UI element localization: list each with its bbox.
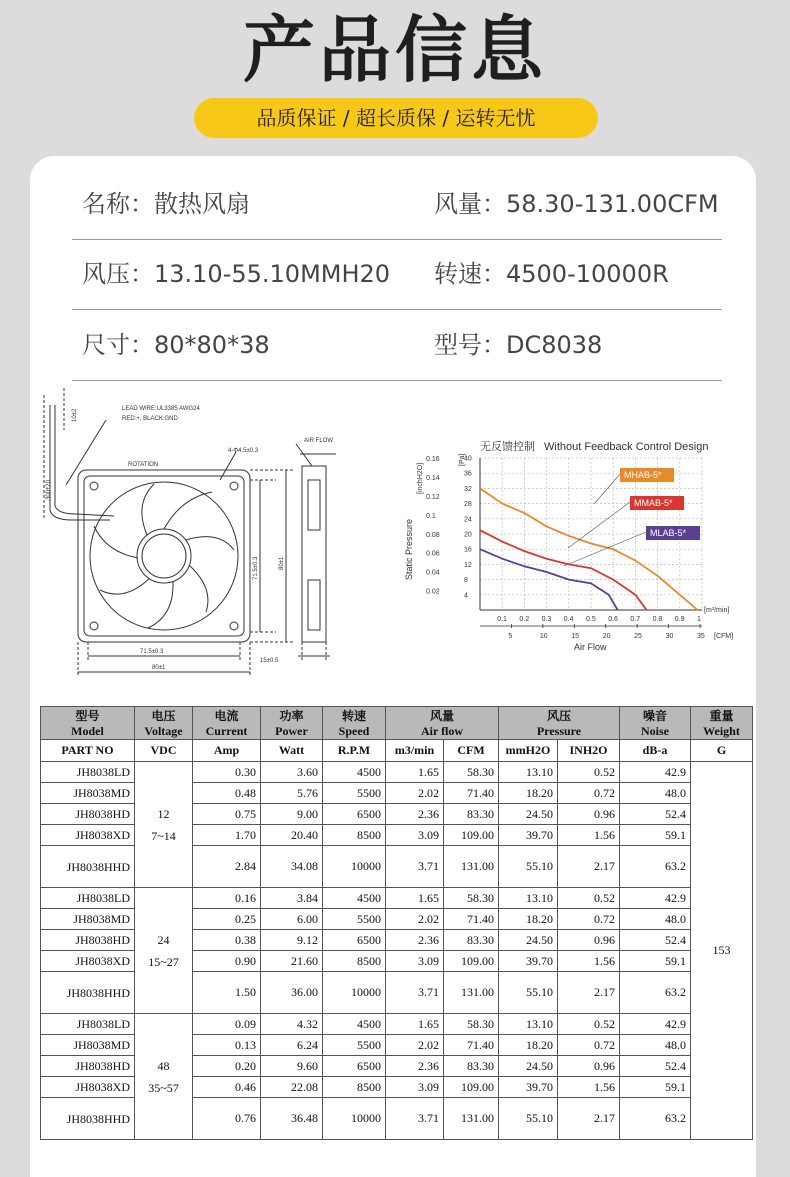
- chart-title-cn: 无反馈控制: [480, 441, 535, 453]
- y-tick-label-inch: 0.08: [426, 531, 440, 539]
- cell-m3: 2.02: [386, 909, 444, 930]
- cell-inh2o: 0.52: [558, 888, 620, 909]
- cell-watt: 9.00: [261, 804, 323, 825]
- y-tick-label-pa: 16: [464, 546, 472, 554]
- spec-row: [72, 311, 722, 381]
- cell-rpm: 6500: [323, 1056, 386, 1077]
- spec-speed: 转速：4500-10000R: [434, 260, 669, 288]
- cell-cfm: 109.00: [444, 825, 499, 846]
- cell-watt: 3.84: [261, 888, 323, 909]
- dim-outer-v-label: 80±1: [279, 556, 285, 570]
- cell-watt: 6.00: [261, 909, 323, 930]
- fan-hub-inner: [142, 534, 186, 578]
- spec-row: [72, 170, 722, 240]
- cell-part-no: JH8038MD: [41, 909, 135, 930]
- dim-inner-v-label: 71.5±0.3: [253, 556, 259, 580]
- cell-watt: 36.48: [261, 1098, 323, 1140]
- cell-watt: 3.60: [261, 762, 323, 783]
- x-tick-label: 0.5: [586, 616, 596, 623]
- cell-weight: 153: [691, 762, 753, 1140]
- cell-m3: 3.09: [386, 951, 444, 972]
- cell-mmh2o: 13.10: [499, 1014, 558, 1035]
- chart-y-unit-pa: [Pa]: [459, 453, 466, 466]
- cell-mmh2o: 18.20: [499, 1035, 558, 1056]
- cell-mmh2o: 39.70: [499, 825, 558, 846]
- cell-amp: 0.90: [193, 951, 261, 972]
- cell-watt: 20.40: [261, 825, 323, 846]
- legend-label: MMAB-5*: [634, 498, 673, 508]
- cfm-tick-label: 5: [508, 633, 513, 640]
- cell-part-no: JH8038HD: [41, 804, 135, 825]
- page-title: 产品信息: [242, 8, 547, 92]
- x-tick-label: 0.3: [541, 616, 552, 623]
- x-tick-label: 0.4: [563, 616, 574, 623]
- cell-mmh2o: 55.10: [499, 846, 558, 888]
- spec-table: [40, 706, 753, 1140]
- y-tick-label-inch: 0.1: [426, 512, 436, 520]
- fan-technical-drawing: [36, 380, 366, 680]
- cell-mmh2o: 55.10: [499, 1098, 558, 1140]
- cell-db: 48.0: [620, 909, 691, 930]
- cell-cfm: 131.00: [444, 846, 499, 888]
- cell-cfm: 71.40: [444, 783, 499, 804]
- dim-inner-h-label: 71.5±0.3: [140, 649, 164, 655]
- x-tick-label: 0.1: [497, 616, 507, 623]
- cell-m3: 3.71: [386, 846, 444, 888]
- cell-db: 42.9: [620, 762, 691, 783]
- cell-amp: 0.76: [193, 1098, 261, 1140]
- cell-mmh2o: 18.20: [499, 783, 558, 804]
- cell-part-no: JH8038HHD: [41, 972, 135, 1014]
- x-tick-label: 0.8: [652, 616, 663, 623]
- y-tick-label-pa: 24: [464, 516, 472, 524]
- cell-db: 63.2: [620, 846, 691, 888]
- table-row: [41, 1014, 753, 1035]
- cfm-tick-label: 35: [697, 633, 705, 640]
- cell-part-no: JH8038HHD: [41, 846, 135, 888]
- cell-voltage: 48 35~57: [135, 1014, 193, 1140]
- cell-m3: 3.71: [386, 1098, 444, 1140]
- y-tick-label-inch: 0.02: [426, 588, 440, 596]
- cell-inh2o: 0.72: [558, 909, 620, 930]
- air-flow-label: AIR FLOW: [304, 438, 334, 444]
- chart-y-unit-inch: [inchH2O]: [417, 462, 424, 494]
- y-tick-label-inch: 0.12: [426, 493, 440, 501]
- y-tick-label-pa: 28: [464, 501, 472, 509]
- cell-db: 63.2: [620, 972, 691, 1014]
- cell-part-no: JH8038HD: [41, 930, 135, 951]
- legend-label: MLAB-5*: [650, 528, 687, 538]
- cell-voltage: 12 7~14: [135, 762, 193, 888]
- legend-leader: [568, 502, 630, 548]
- cell-part-no: JH8038LD: [41, 1014, 135, 1035]
- cell-inh2o: 0.72: [558, 1035, 620, 1056]
- mount-hole: [230, 622, 238, 630]
- cell-voltage: 24 15~27: [135, 888, 193, 1014]
- cell-inh2o: 0.72: [558, 783, 620, 804]
- cell-cfm: 83.30: [444, 930, 499, 951]
- cfm-tick-label: 10: [539, 633, 548, 640]
- chart-title: Without Feedback Control Design: [544, 441, 709, 453]
- cell-amp: 0.13: [193, 1035, 261, 1056]
- cell-db: 63.2: [620, 1098, 691, 1140]
- cell-rpm: 10000: [323, 972, 386, 1014]
- cell-rpm: 4500: [323, 762, 386, 783]
- cell-watt: 22.08: [261, 1077, 323, 1098]
- cell-rpm: 6500: [323, 804, 386, 825]
- cell-amp: 0.38: [193, 930, 261, 951]
- cell-rpm: 4500: [323, 888, 386, 909]
- spec-size: 尺寸：80*80*38: [82, 331, 270, 359]
- cell-inh2o: 2.17: [558, 1098, 620, 1140]
- cell-amp: 1.50: [193, 972, 261, 1014]
- cell-mmh2o: 18.20: [499, 909, 558, 930]
- cell-m3: 1.65: [386, 1014, 444, 1035]
- cell-part-no: JH8038LD: [41, 762, 135, 783]
- header-voltage: 电压 Voltage: [135, 707, 193, 740]
- cell-cfm: 131.00: [444, 972, 499, 1014]
- cell-amp: 2.84: [193, 846, 261, 888]
- y-tick-label-pa: 12: [464, 561, 472, 569]
- cell-db: 59.1: [620, 1077, 691, 1098]
- cell-db: 48.0: [620, 1035, 691, 1056]
- y-tick-label-pa: 20: [464, 531, 472, 539]
- cell-rpm: 8500: [323, 951, 386, 972]
- header-airflow: 风量 Air flow: [386, 707, 499, 740]
- fan-ring: [90, 482, 238, 630]
- cell-mmh2o: 55.10: [499, 972, 558, 1014]
- table-row: [41, 888, 753, 909]
- cell-m3: 3.09: [386, 1077, 444, 1098]
- unit-row: PART NO VDC Amp Watt R.P.M m3/min CFM mmH2O INH2O dB-a G: [41, 740, 753, 762]
- y-tick-label-inch: 0.14: [426, 474, 440, 482]
- cell-amp: 0.48: [193, 783, 261, 804]
- cell-cfm: 131.00: [444, 1098, 499, 1140]
- chart-xlabel: Air Flow: [574, 642, 607, 652]
- cell-m3: 1.65: [386, 762, 444, 783]
- cell-mmh2o: 24.50: [499, 1056, 558, 1077]
- cell-cfm: 109.00: [444, 951, 499, 972]
- cell-mmh2o: 24.50: [499, 930, 558, 951]
- dim-depth-label: 15±0.5: [260, 658, 279, 664]
- cell-part-no: JH8038XD: [41, 825, 135, 846]
- cell-cfm: 71.40: [444, 909, 499, 930]
- x-tick-label: 0.9: [674, 616, 685, 623]
- y-tick-label-pa: 40: [464, 455, 472, 463]
- cell-m3: 2.36: [386, 1056, 444, 1077]
- legend-label: MHAB-5*: [624, 470, 662, 480]
- cell-watt: 6.24: [261, 1035, 323, 1056]
- x-tick-label: 0.6: [608, 616, 618, 623]
- cell-amp: 0.25: [193, 909, 261, 930]
- cell-part-no: JH8038LD: [41, 888, 135, 909]
- rotation-label: ROTATION: [128, 462, 159, 468]
- cell-db: 42.9: [620, 1014, 691, 1035]
- header-current: 电流 Current: [193, 707, 261, 740]
- fan-frame-inner: [84, 476, 244, 636]
- cfm-tick-label: 15: [571, 633, 580, 640]
- cell-m3: 3.09: [386, 825, 444, 846]
- slogan-banner: 品质保证 / 超长质保 / 运转无忧: [194, 98, 598, 138]
- cell-rpm: 5500: [323, 909, 386, 930]
- cell-cfm: 83.30: [444, 804, 499, 825]
- cell-m3: 2.36: [386, 930, 444, 951]
- cell-inh2o: 1.56: [558, 951, 620, 972]
- cell-watt: 36.00: [261, 972, 323, 1014]
- cell-db: 52.4: [620, 1056, 691, 1077]
- cell-amp: 0.09: [193, 1014, 261, 1035]
- fan-hub: [137, 529, 191, 583]
- fan-side-view: [302, 466, 326, 642]
- cell-inh2o: 0.96: [558, 804, 620, 825]
- spec-row: [72, 240, 722, 310]
- cell-cfm: 58.30: [444, 888, 499, 909]
- y-tick-label-inch: 0.06: [426, 550, 440, 558]
- x-tick-label: 1: [697, 616, 701, 623]
- header-model: 型号 Model: [41, 707, 135, 740]
- cell-amp: 0.46: [193, 1077, 261, 1098]
- cell-db: 59.1: [620, 825, 691, 846]
- cell-part-no: JH8038HHD: [41, 1098, 135, 1140]
- cell-part-no: JH8038MD: [41, 1035, 135, 1056]
- y-tick-label-pa: 4: [464, 592, 468, 600]
- x-tick-label: 0.7: [630, 616, 641, 623]
- cell-mmh2o: 13.10: [499, 762, 558, 783]
- header-weight: 重量 Weight: [691, 707, 753, 740]
- performance-chart: [398, 430, 758, 660]
- cell-watt: 5.76: [261, 783, 323, 804]
- mount-hole: [90, 622, 98, 630]
- cell-amp: 0.75: [193, 804, 261, 825]
- cell-watt: 9.60: [261, 1056, 323, 1077]
- cell-watt: 21.60: [261, 951, 323, 972]
- cell-rpm: 8500: [323, 825, 386, 846]
- table-row: [41, 762, 753, 783]
- cell-rpm: 8500: [323, 1077, 386, 1098]
- cell-inh2o: 2.17: [558, 846, 620, 888]
- cell-db: 52.4: [620, 804, 691, 825]
- cfm-tick-label: 25: [634, 633, 642, 640]
- cell-inh2o: 0.52: [558, 1014, 620, 1035]
- lead-wire-label: LEAD WIRE:UL3385 AWG24: [122, 406, 200, 412]
- cell-m3: 2.02: [386, 783, 444, 804]
- cell-mmh2o: 24.50: [499, 804, 558, 825]
- cell-m3: 3.71: [386, 972, 444, 1014]
- cell-inh2o: 2.17: [558, 972, 620, 1014]
- mount-hole: [230, 482, 238, 490]
- cell-mmh2o: 39.70: [499, 1077, 558, 1098]
- cell-cfm: 58.30: [444, 762, 499, 783]
- cfm-tick-label: 30: [665, 633, 674, 640]
- cell-watt: 34.08: [261, 846, 323, 888]
- header-pressure: 风压 Pressure: [499, 707, 620, 740]
- y-tick-label-inch: 0.16: [426, 456, 440, 464]
- cell-amp: 1.70: [193, 825, 261, 846]
- header-noise: 噪音 Noise: [620, 707, 691, 740]
- spec-model: 型号：DC8038: [434, 331, 603, 359]
- y-tick-label-pa: 8: [464, 577, 468, 585]
- mount-hole: [90, 482, 98, 490]
- header-power: 功率 Power: [261, 707, 323, 740]
- cell-cfm: 109.00: [444, 1077, 499, 1098]
- cell-m3: 2.02: [386, 1035, 444, 1056]
- chart-x-unit-cfm: [CFM]: [714, 633, 734, 640]
- chart-ylabel: Static Pressure: [404, 518, 414, 580]
- cell-inh2o: 0.52: [558, 762, 620, 783]
- cell-rpm: 5500: [323, 783, 386, 804]
- spec-pressure: 风压：13.10-55.10MMH20: [82, 260, 391, 288]
- cell-mmh2o: 39.70: [499, 951, 558, 972]
- cell-amp: 0.20: [193, 1056, 261, 1077]
- cell-rpm: 4500: [323, 1014, 386, 1035]
- cell-db: 42.9: [620, 888, 691, 909]
- hole-label: 4-Φ4.5±0.3: [228, 448, 259, 454]
- cell-watt: 4.32: [261, 1014, 323, 1035]
- dim-outer-h-label: 80±1: [152, 665, 166, 671]
- cell-part-no: JH8038MD: [41, 783, 135, 804]
- spec-airflow: 风量：58.30-131.00CFM: [434, 190, 719, 218]
- x-tick-label: 0.2: [519, 616, 530, 623]
- y-tick-label-inch: 0.04: [426, 569, 440, 577]
- cell-rpm: 6500: [323, 930, 386, 951]
- cell-inh2o: 0.96: [558, 1056, 620, 1077]
- dim-lead-label: 300±20: [46, 480, 52, 500]
- dim-strip-label: 10±2: [72, 408, 78, 422]
- cell-cfm: 83.30: [444, 1056, 499, 1077]
- cell-m3: 1.65: [386, 888, 444, 909]
- cell-m3: 2.36: [386, 804, 444, 825]
- wire-color-label: RED:+, BLACK:GND: [122, 416, 178, 422]
- cell-part-no: JH8038XD: [41, 951, 135, 972]
- cell-part-no: JH8038HD: [41, 1056, 135, 1077]
- cell-cfm: 58.30: [444, 1014, 499, 1035]
- cell-db: 59.1: [620, 951, 691, 972]
- fan-blades: [94, 484, 234, 628]
- cell-inh2o: 1.56: [558, 1077, 620, 1098]
- cell-amp: 0.30: [193, 762, 261, 783]
- cell-watt: 9.12: [261, 930, 323, 951]
- cell-rpm: 10000: [323, 846, 386, 888]
- header-speed: 转速 Speed: [323, 707, 386, 740]
- cell-amp: 0.16: [193, 888, 261, 909]
- cell-db: 48.0: [620, 783, 691, 804]
- y-tick-label-pa: 36: [464, 470, 472, 478]
- cell-rpm: 10000: [323, 1098, 386, 1140]
- y-tick-label-pa: 32: [464, 485, 472, 493]
- spec-name: 名称：散热风扇: [82, 190, 250, 218]
- cell-mmh2o: 13.10: [499, 888, 558, 909]
- legend-leader: [594, 474, 620, 504]
- cell-inh2o: 1.56: [558, 825, 620, 846]
- cell-cfm: 71.40: [444, 1035, 499, 1056]
- cell-rpm: 5500: [323, 1035, 386, 1056]
- cell-part-no: JH8038XD: [41, 1077, 135, 1098]
- cell-db: 52.4: [620, 930, 691, 951]
- cfm-tick-label: 20: [602, 633, 611, 640]
- chart-x-unit-m3: [m³/min]: [704, 607, 730, 614]
- cell-inh2o: 0.96: [558, 930, 620, 951]
